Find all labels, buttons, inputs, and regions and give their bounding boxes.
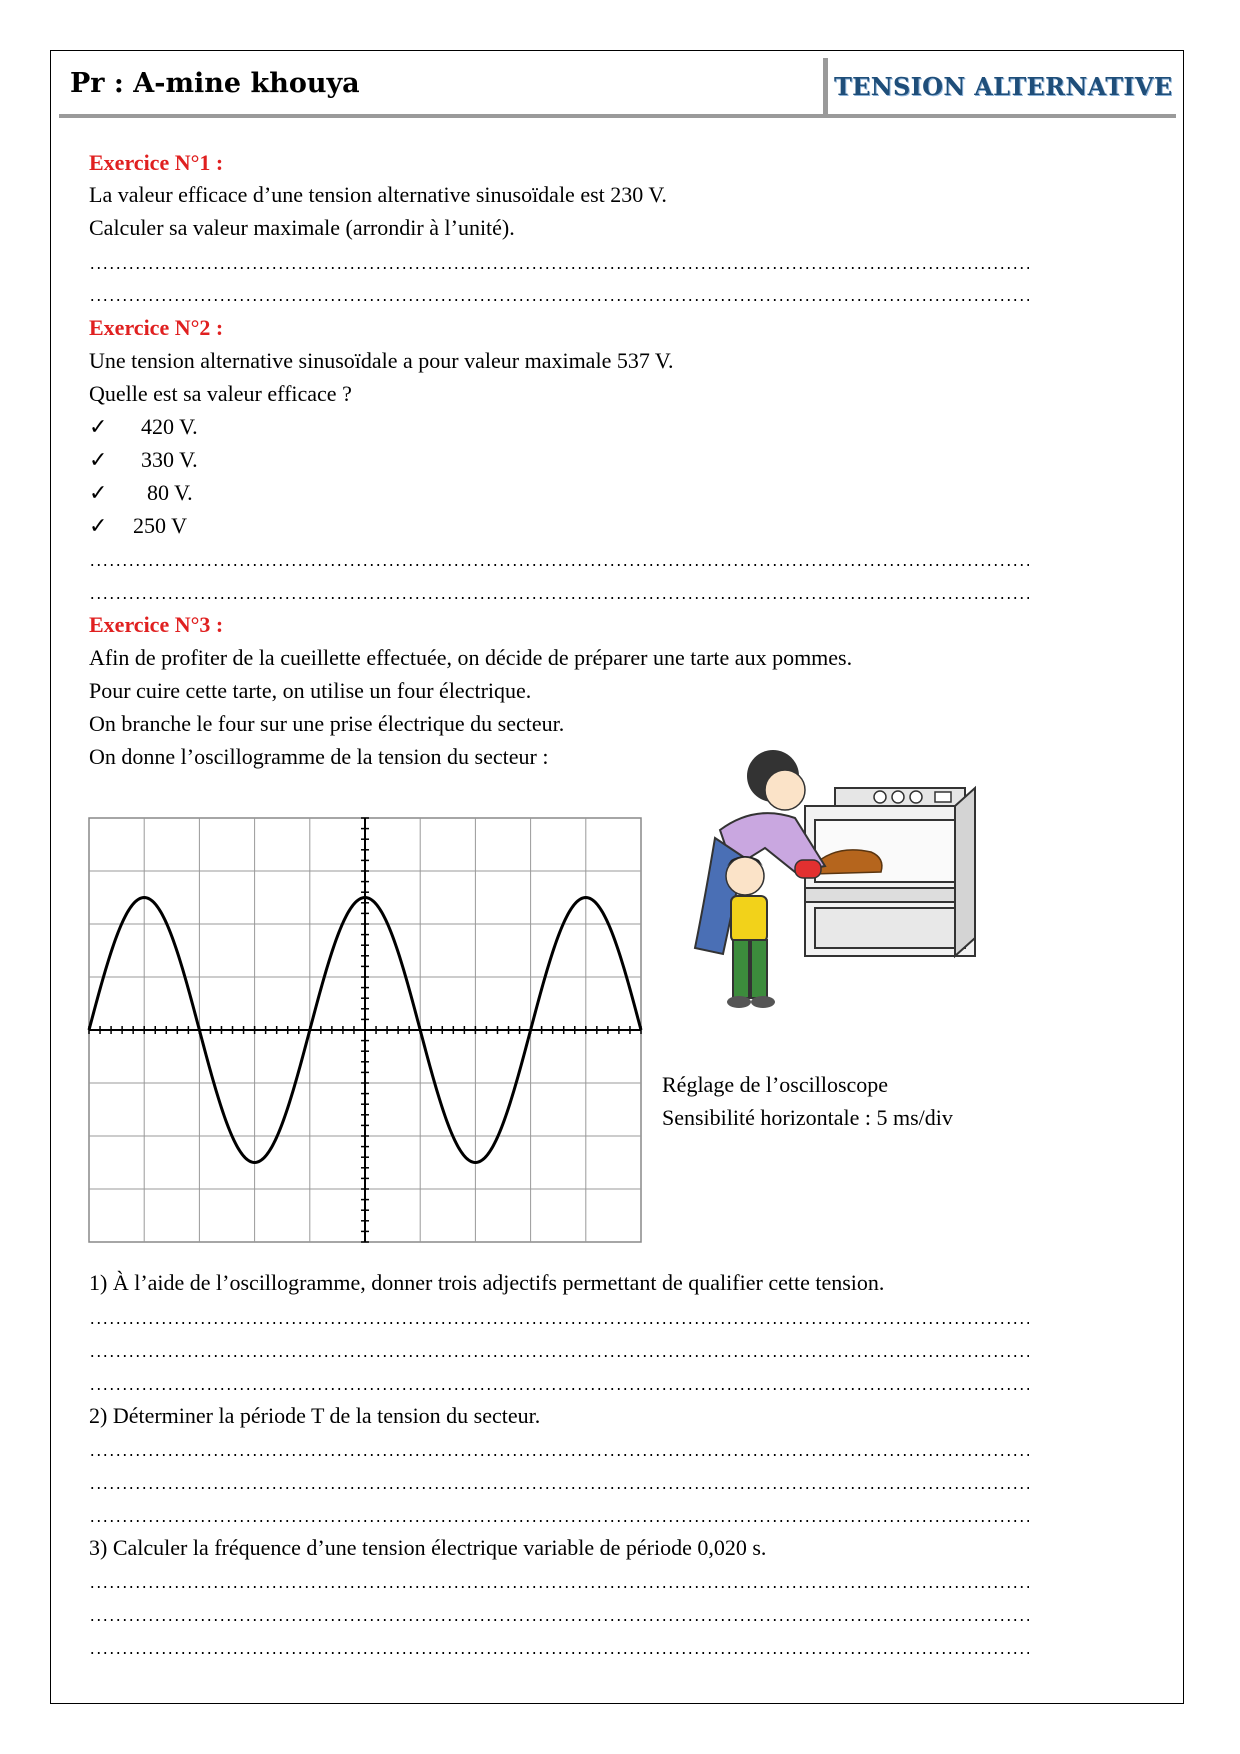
answer-line[interactable] [89,1454,1029,1456]
exercise-3-text-line: Afin de profiter de la cueillette effectuée, on décide de préparer une tarte aux pommes. [89,645,853,670]
option-label: 80 V. [147,480,193,505]
exercise-3-text-line: On donne l’oscillogramme de la tension du secteur : [89,744,549,769]
scope-settings-title: Réglage de l’oscilloscope [662,1072,889,1097]
child-face [726,857,764,895]
child-pants [733,940,749,998]
answer-line[interactable] [89,1388,1029,1390]
child-shirt [731,896,767,942]
oven-knob [874,791,886,803]
answer-line[interactable] [89,597,1029,599]
question-1: 1) À l’aide de l’oscillogramme, donner trois adjectifs permettant de qualifier cette tension. [89,1270,885,1295]
child-pants [751,940,767,998]
oven-mitt [795,860,821,878]
check-icon: ✓ [89,513,108,538]
exercise-1-heading: Exercice N°1 : [89,150,224,175]
question-2: 2) Déterminer la période T de la tension du secteur. [89,1403,541,1428]
option-label: 420 V. [141,414,198,439]
answer-line[interactable] [89,1619,1029,1621]
oven-display [935,792,951,802]
child-shoe [751,996,775,1008]
oscillogram [86,815,644,1245]
option-label: 250 V [133,513,187,538]
scope-horizontal-sensitivity: Sensibilité horizontale : 5 ms/div [662,1105,953,1130]
header-separator [823,58,828,116]
exercise-1-question: Calculer sa valeur maximale (arrondir à l’unité). [89,215,515,240]
child-shoe [727,996,751,1008]
answer-line[interactable] [89,1520,1029,1522]
answer-option[interactable] [89,513,187,539]
exercise-3-text-line: Pour cuire cette tarte, on utilise un four électrique. [89,678,532,703]
oven-side [955,788,975,956]
answer-line[interactable] [89,1652,1029,1654]
check-icon: ✓ [89,447,108,472]
oven-knob [910,791,922,803]
author-name: Pr : A-mine khouya [70,68,360,99]
answer-line[interactable] [89,1586,1029,1588]
exercise-1-statement: La valeur efficace d’une tension alternative sinusoïdale est 230 V. [89,182,667,207]
document-title: TENSION ALTERNATIVE [834,72,1173,101]
header-rule [59,114,1176,118]
answer-line[interactable] [89,1322,1029,1324]
answer-line[interactable] [89,1355,1029,1357]
question-3: 3) Calculer la fréquence d’une tension électrique variable de période 0,020 s. [89,1535,767,1560]
option-label: 330 V. [141,447,198,472]
oven-drawer [815,908,965,948]
exercise-2-statement: Une tension alternative sinusoïdale a pour valeur maximale 537 V. [89,348,674,373]
oven-knob [892,791,904,803]
answer-option[interactable] [89,480,193,506]
answer-option[interactable] [89,447,198,473]
answer-line[interactable] [89,267,1029,269]
exercise-3-heading: Exercice N°3 : [89,612,224,637]
exercise-2-question: Quelle est sa valeur efficace ? [89,381,352,406]
check-icon: ✓ [89,414,108,439]
answer-line[interactable] [89,1487,1029,1489]
answer-line[interactable] [89,299,1029,301]
exercise-3-text-line: On branche le four sur une prise électrique du secteur. [89,711,565,736]
oven-door [805,888,975,902]
check-icon: ✓ [89,480,108,505]
oven-illustration [685,748,985,1040]
answer-line[interactable] [89,564,1029,566]
answer-option[interactable] [89,414,198,440]
exercise-2-heading: Exercice N°2 : [89,315,224,340]
mother-face [765,770,805,810]
